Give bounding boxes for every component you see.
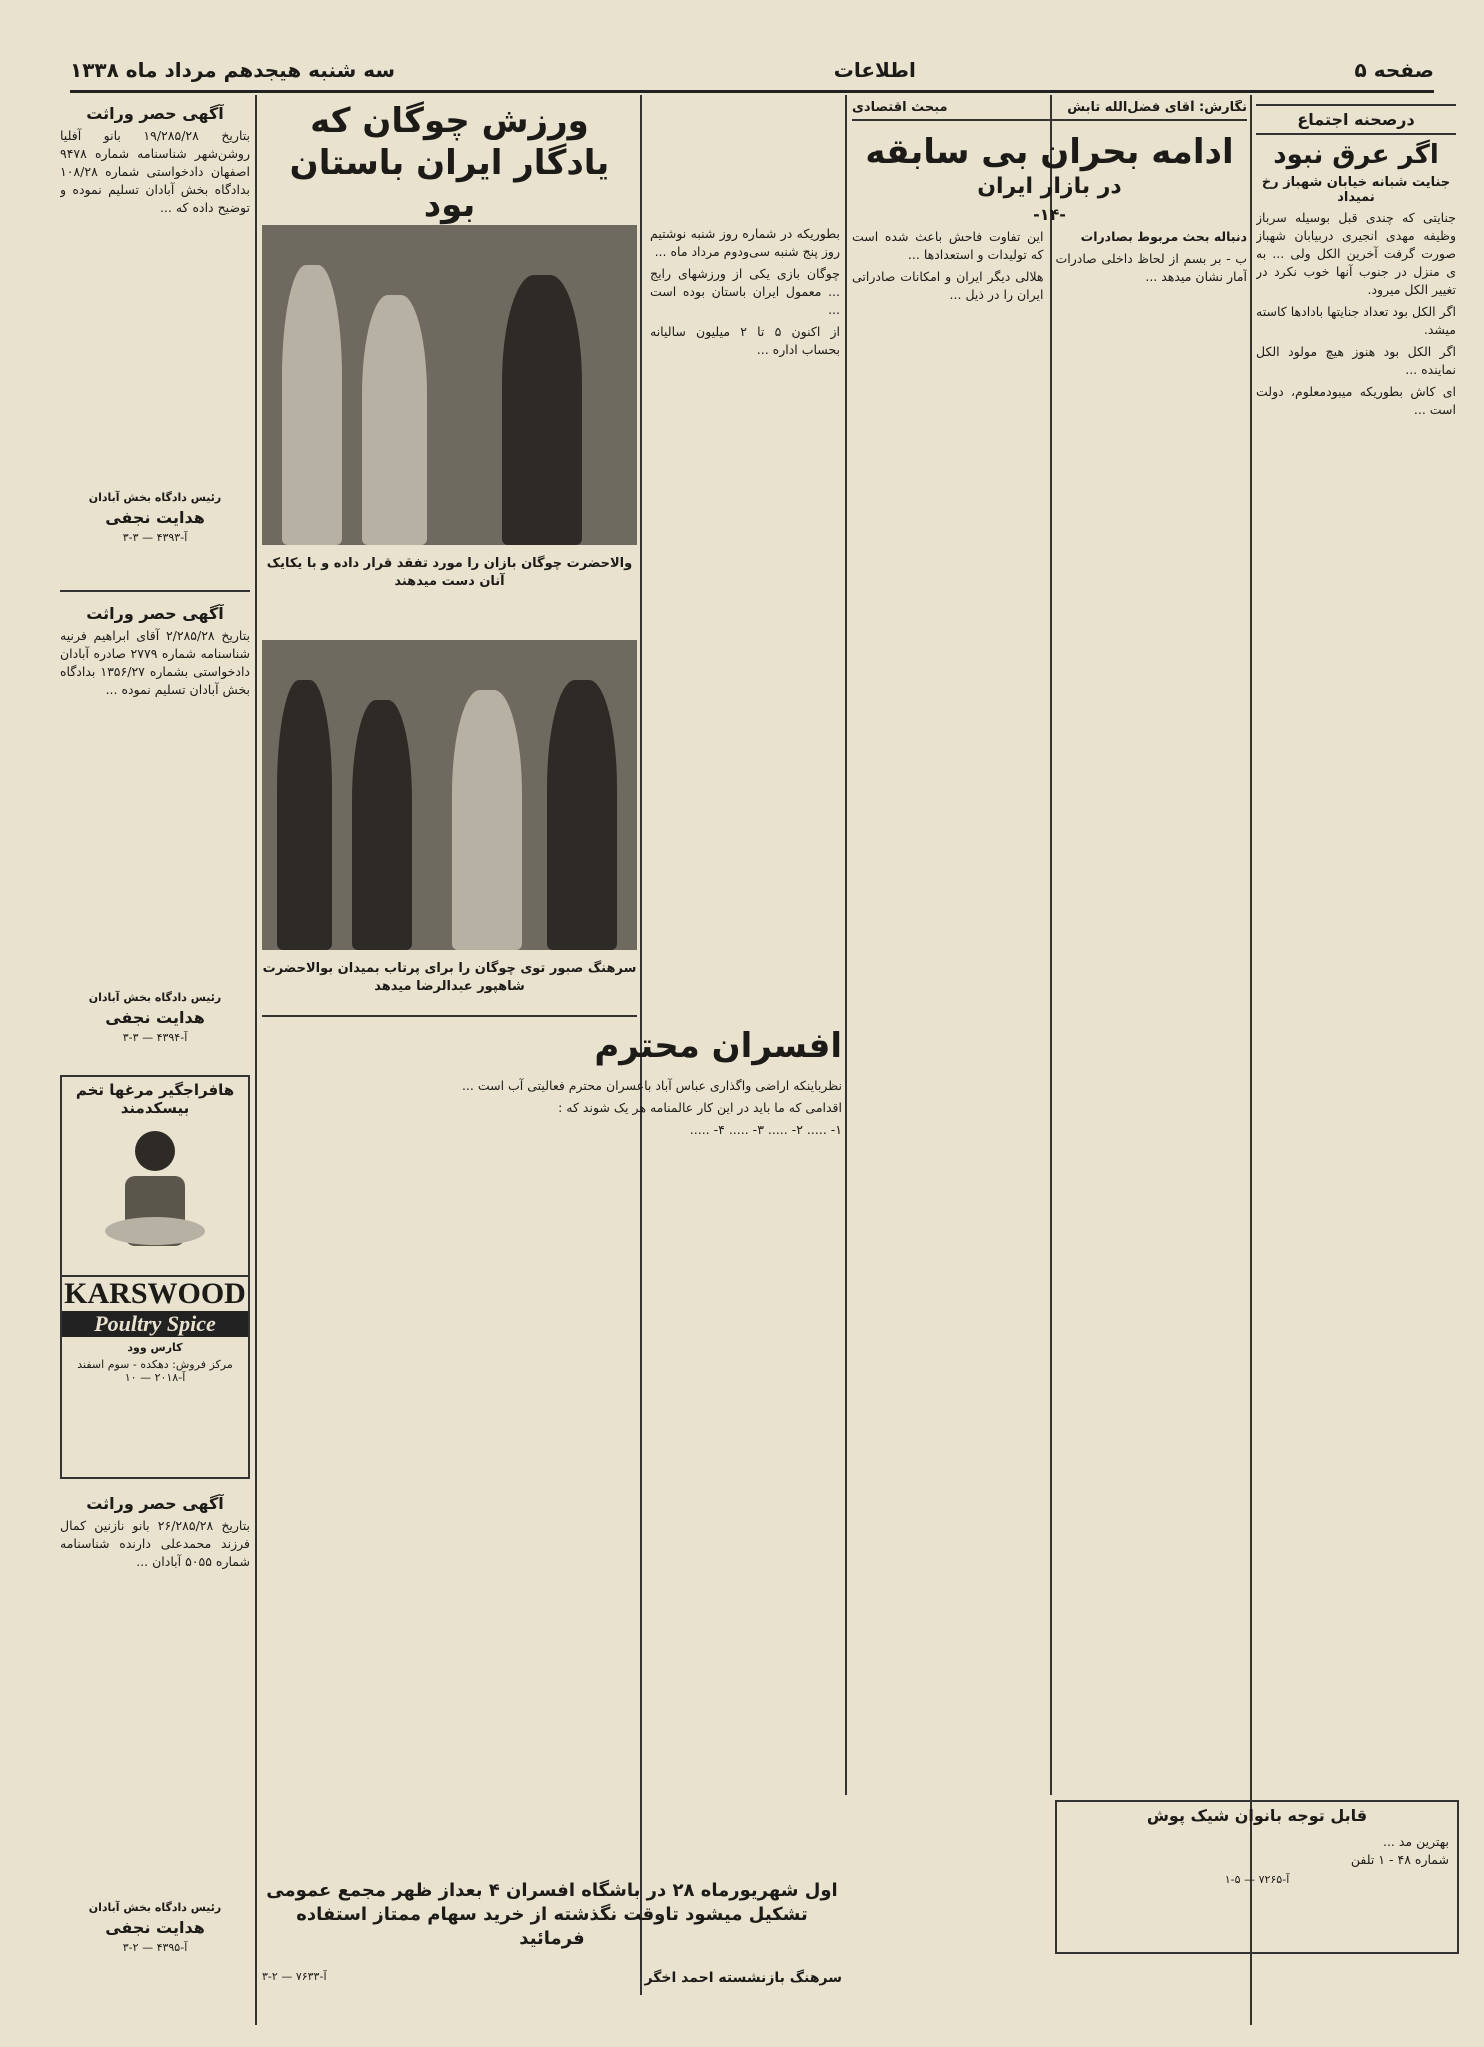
product-name: Poultry Spice: [62, 1311, 248, 1337]
classified-title: آگهی حصر وراثت: [86, 104, 224, 123]
classified-signer: هدایت نجفی: [105, 1918, 205, 1937]
divider: [262, 1015, 637, 1017]
paper-name: اطلاعات: [833, 58, 916, 82]
subheadline: در بازار ایران: [977, 174, 1122, 199]
paragraph: نظرباینکه اراضی واگذاری عباس آباد باعسران محترم فعالیتی آب است ...: [461, 1078, 842, 1093]
page-number: صفحه ۵: [1354, 58, 1434, 82]
persian-brand: کارس وود: [127, 1341, 183, 1354]
classified-body: بتاریخ ۲۶/۲۸۵/۲۸ بانو نازنین کمال فرزند محمدعلی دارنده شناسنامه شماره ۵۰۵۵ آبادان ...: [60, 1518, 250, 1569]
paragraph: ای کاش بطوریکه میبودمعلوم، دولت است ...: [1256, 384, 1456, 417]
column-rule: [1250, 95, 1252, 2025]
paragraph: جنایتی که چندی قبل بوسیله سرباز وظیفه مهدی انجیری دربیابان شهباز صورت گرفت آخرین الکل ولی ... به ی منزل در جنوب آنها خوب نکرد در تغییر الکل میرود.: [1256, 210, 1456, 297]
divider: [60, 590, 250, 592]
paragraph: از اکنون ۵ تا ۲ میلیون سالیانه بحساب اداره ...: [650, 324, 840, 357]
ad-headline: هافراجگیر مرغها تخم بیسکدمند: [75, 1081, 235, 1117]
photo-polo-officers: [262, 640, 637, 950]
headline: افسران محترم: [594, 1026, 842, 1066]
paragraph: دنباله بحث مربوط بصادرات: [1080, 229, 1247, 244]
headline: ورزش چوگان که یادگار ایران باستان بود: [289, 101, 610, 225]
karswood-ad: [60, 1075, 250, 1479]
part-number: -۱۴-: [1033, 205, 1066, 224]
article-body: [262, 1077, 842, 1139]
ad-code: آ-۷۶۳۳ — ۲-۳: [262, 1970, 327, 1983]
paragraph: این تفاوت فاحش باعث شده است که تولیدات و استعدادها ...: [852, 229, 1044, 262]
paragraph: اگر الکل بود هنوز هیچ مولود الکل نماینده ...: [1256, 344, 1456, 377]
classified-3: [60, 1490, 250, 1990]
column-rule: [845, 95, 847, 1795]
column-officers: [262, 1025, 842, 2005]
article-body: [852, 228, 1247, 304]
classified-footer: رئیس دادگاه بخش آبادان: [88, 991, 222, 1004]
article-body: [1256, 209, 1456, 419]
figure: [282, 265, 342, 545]
masthead: [70, 50, 1434, 93]
ad-title: قابل توجه بانوان شیک پوش: [1146, 1806, 1368, 1825]
signature: سرهنگ بازنشسته احمد اخگر: [644, 1970, 842, 1986]
paragraph: هلالی دیگر ایران و امکانات صادراتی ایران را در ذیل ...: [852, 269, 1044, 302]
polo-article-body: [650, 225, 840, 1005]
column-rule: [255, 95, 257, 2025]
classified-code: آ-۴۳۹۵ — ۲-۳: [122, 1941, 188, 1954]
section-label: مبحث اقتصادی: [852, 100, 948, 115]
figure: [362, 295, 427, 545]
ad-code: آ-۷۲۶۵ — ۵-۱: [1224, 1873, 1290, 1886]
figure: [502, 275, 582, 545]
ad-body: بهترین مد ... شماره ۴۸ - ۱ تلفن: [1350, 1834, 1449, 1867]
brand-name: KARSWOOD: [62, 1275, 248, 1311]
headline: اگر عرق نبود: [1273, 140, 1439, 170]
paragraph: ب - بر بسم از لحاظ داخلی صادرات آمار نشان میدهد ...: [1055, 251, 1247, 284]
classified-code: آ-۴۳۹۴ — ۳-۳: [122, 1031, 188, 1044]
classified-1: [60, 100, 250, 580]
photo-polo-handshake: [262, 225, 637, 545]
byline: نگارش: آقای فضل‌الله تابش: [1067, 100, 1247, 115]
classified-body: بتاریخ ۱۹/۲۸۵/۲۸ بانو آفلیا روشن‌شهر شناسنامه شماره ۹۴۷۸ اصفهان دادخواستی شماره ۱۰۸/۲۸ بدادگاه بخش آبادان تسلیم نموده و توضیح داده که ...: [60, 128, 250, 215]
classified-title: آگهی حصر وراثت: [86, 604, 224, 623]
classified-2: [60, 600, 250, 1070]
figure: [452, 690, 522, 950]
date-line: سه شنبه هیجدهم مرداد ماه ۱۳۳۸: [70, 58, 396, 82]
bottom-ad: [1055, 1800, 1459, 1954]
figure: [277, 680, 332, 950]
paragraph: ۱- ..... ۲- ..... ۳- ..... ۴- .....: [689, 1122, 842, 1137]
photo-caption: والاحضرت چوگان بازان را مورد تفقد قرار داده و با یکایک آنان دست میدهند: [266, 556, 633, 589]
meeting-notice: اول شهریورماه ۲۸ در باشگاه افسران ۴ بعداز ظهر مجمع عمومی تشکیل میشود تاوقت نگذشته از خرید سهام ممتاز استفاده فرمائید: [266, 1880, 838, 1949]
classified-title: آگهی حصر وراثت: [86, 1494, 224, 1513]
section-label: درصحنه اجتماع: [1256, 104, 1456, 135]
figure: [547, 680, 617, 950]
paragraph: بطوریکه در شماره روز شنبه نوشتیم روز پنج شنبه سی‌ودوم مرداد ماه ...: [650, 226, 840, 259]
column-social: [1256, 100, 1456, 1700]
ad-footer: مرکز فروش: دهکده - سوم اسفند: [77, 1358, 233, 1371]
paragraph: اگر الکل بود تعداد جنایتها بادادها کاسته میشد.: [1256, 304, 1456, 337]
classified-footer: رئیس دادگاه بخش آبادان: [88, 491, 222, 504]
column-economy: [852, 100, 1247, 1750]
subheadline: جنایت شبانه خیابان شهباز رخ نمیداد: [1261, 175, 1451, 205]
ad-code: آ-۲۰۱۸ — ۱۰: [124, 1371, 186, 1384]
photo-caption: سرهنگ صبور توی چوگان را برای پرتاب بمیدان بوالاحضرت شاهپور عبدالرضا میدهد: [262, 961, 637, 994]
classified-code: آ-۴۳۹۳ — ۳-۳: [122, 531, 188, 544]
classified-footer: رئیس دادگاه بخش آبادان: [88, 1901, 222, 1914]
paragraph: اقدامی که ما باید در این کار عالمنامه هر یک شوند که :: [558, 1100, 842, 1115]
headline: ادامه بحران بی سابقه: [865, 132, 1234, 172]
classified-signer: هدایت نجفی: [105, 1008, 205, 1027]
classified-body: بتاریخ ۲/۲۸۵/۲۸ آقای ابراهیم فرنیه شناسنامه شماره ۲۷۷۹ صادره آبادان دادخواستی بشماره ۱۳۵۶/۲۷ بدادگاه بخش آبادان تسلیم نموده ...: [60, 628, 250, 697]
classified-signer: هدایت نجفی: [105, 508, 205, 527]
woman-illustration: [95, 1121, 215, 1271]
figure: [352, 700, 412, 950]
paragraph: چوگان بازی یکی از ورزشهای رایج ... معمول ایران باستان بوده است ...: [650, 266, 840, 317]
